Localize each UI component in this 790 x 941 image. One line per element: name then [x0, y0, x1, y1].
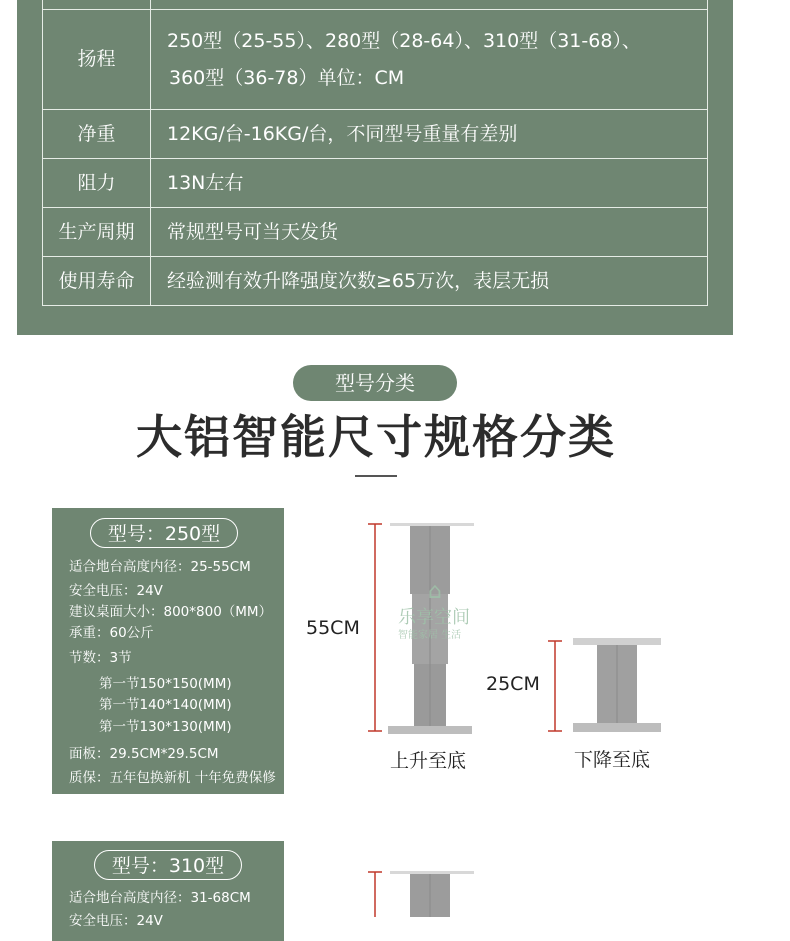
dimension-marker [368, 524, 382, 731]
watermark-brand: 乐享空间 [398, 607, 470, 628]
table-row [43, 0, 708, 10]
model-name-pill: 型号：310型 [94, 850, 242, 880]
spec-value-line: 250型（25-55）、280型（28-64）、310型（31-68）、 [167, 29, 641, 52]
raised-height-label: 55CM [306, 617, 360, 639]
model-spec-line: 安全电压：24V [69, 913, 163, 929]
spec-value: 12KG/台-16KG/台，不同型号重量有差别 [151, 110, 708, 159]
spec-value: 13N左右 [151, 159, 708, 208]
model-section-line: 第一节150*150(MM) [99, 676, 232, 692]
model-spec-line: 节数：3节 [69, 650, 132, 666]
spec-table [42, 0, 708, 306]
model-section-line: 第一节130*130(MM) [99, 719, 232, 735]
section-tag: 型号分类 [293, 365, 457, 401]
model-section-line: 第一节140*140(MM) [99, 697, 232, 713]
raised-lift-illustration [360, 520, 480, 736]
spec-key: 阻力 [43, 159, 151, 208]
model-spec-line: 质保：五年包换新机 十年免费保修 [69, 770, 276, 786]
model-spec-line: 建议桌面大小：800*800（MM） [69, 604, 273, 620]
spec-key: 净重 [43, 110, 151, 159]
raised-caption: 上升至底 [390, 750, 467, 772]
spec-key: 使用寿命 [43, 257, 151, 306]
watermark-slogan: 智能家居 生活 [398, 630, 462, 641]
model-spec-line: 安全电压：24V [69, 583, 163, 599]
model-name-pill: 型号：250型 [90, 518, 238, 548]
lowered-lift-illustration [545, 636, 665, 736]
model-spec-line: 承重：60公斤 [69, 625, 154, 641]
table-row [43, 110, 708, 159]
spec-key: 生产周期 [43, 208, 151, 257]
spec-value [151, 10, 708, 110]
title-underline [355, 475, 397, 477]
section-title: 大铝智能尺寸规格分类 [136, 410, 616, 464]
spec-value: 常规型号可当天发货 [151, 208, 708, 257]
table-row [43, 257, 708, 306]
house-icon: ⌂ [428, 579, 442, 604]
dimension-marker [368, 872, 382, 917]
table-row [43, 10, 708, 110]
spec-key: 扬程 [43, 10, 151, 110]
table-row [43, 208, 708, 257]
model-card-250 [52, 508, 284, 794]
model-spec-line: 面板：29.5CM*29.5CM [69, 746, 219, 762]
lowered-caption: 下降至底 [574, 749, 651, 771]
model-card-310 [52, 841, 284, 941]
dimension-marker [548, 641, 562, 731]
spec-value: 经验测有效升降强度次数≥65万次，表层无损 [151, 257, 708, 306]
lowered-height-label: 25CM [486, 673, 540, 695]
spec-value-line: 360型（36-78）单位：CM [169, 66, 405, 89]
raised-lift-illustration-310 [360, 868, 480, 917]
model-spec-line: 适合地台高度内径：25-55CM [69, 559, 251, 575]
table-row [43, 159, 708, 208]
model-spec-line: 适合地台高度内径：31-68CM [69, 890, 251, 906]
